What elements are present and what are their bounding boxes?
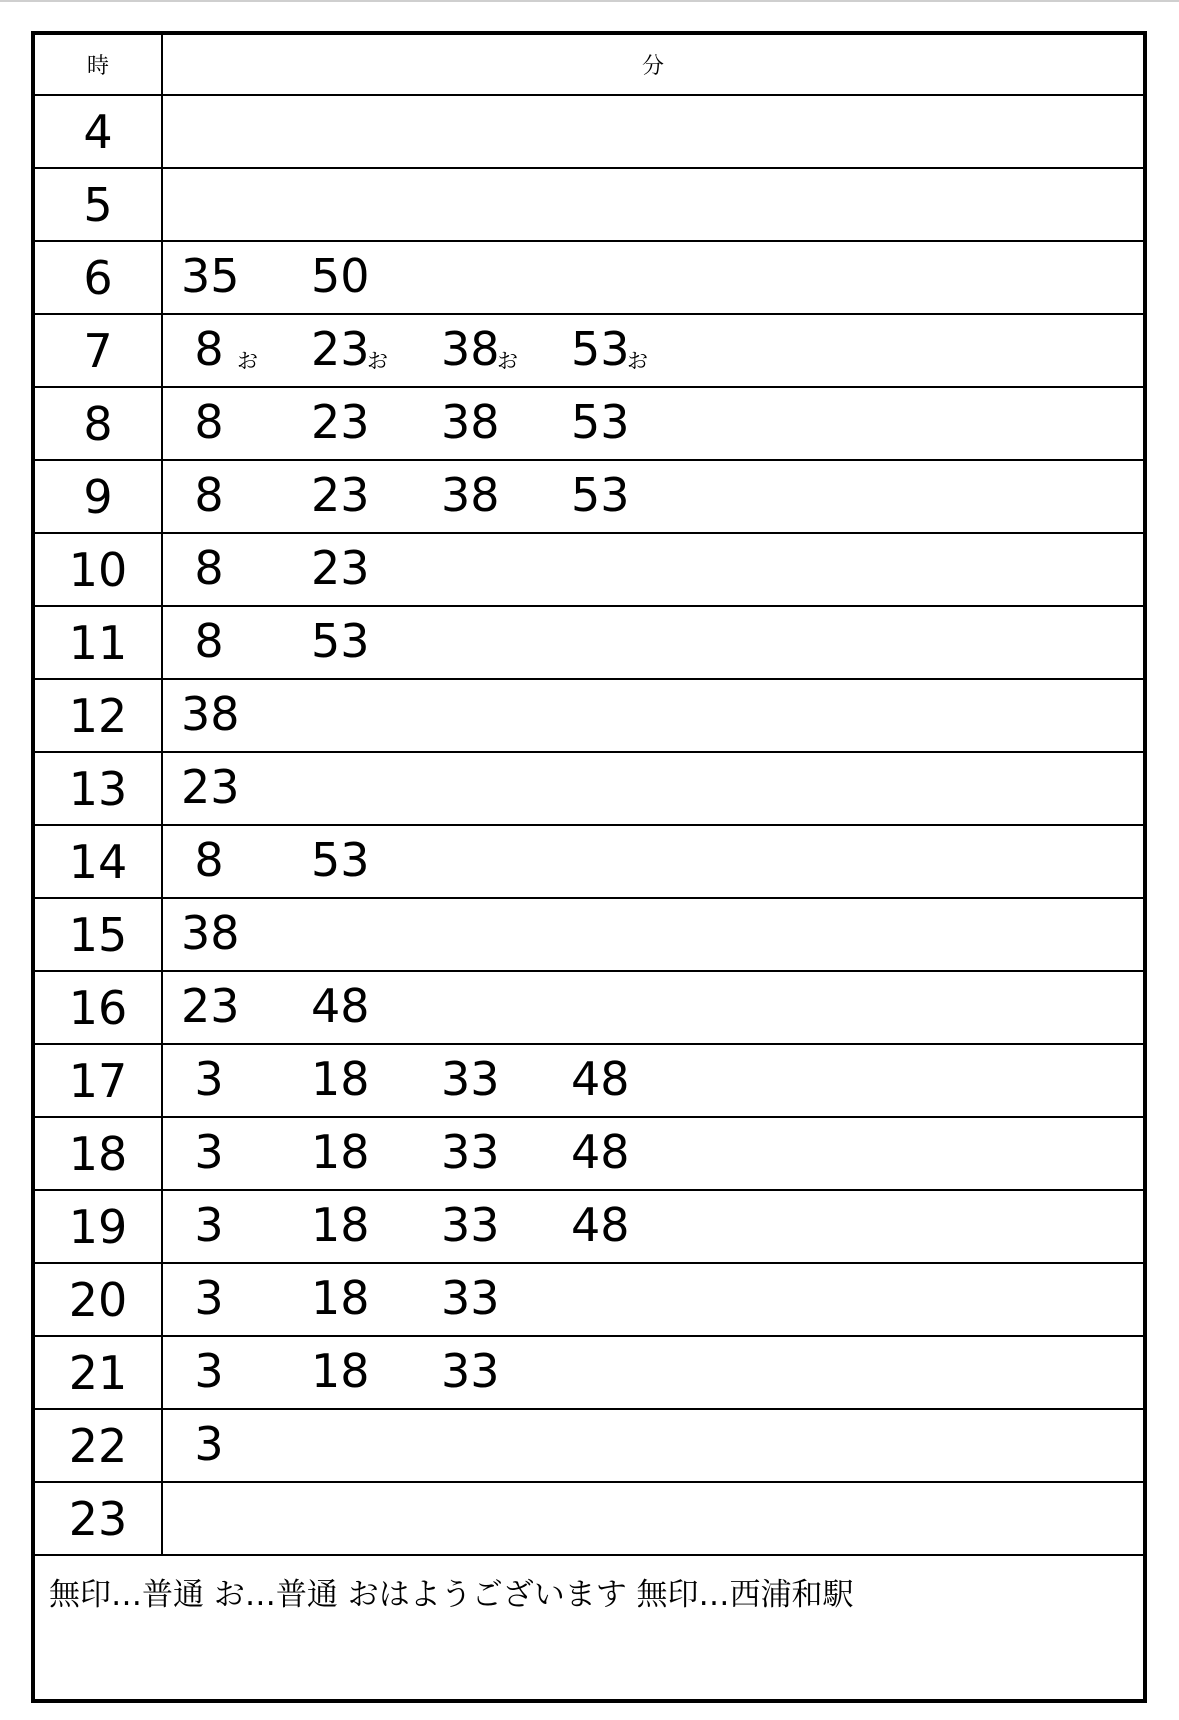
departure-entry [293, 461, 423, 532]
departure-minute: 23 [311, 468, 370, 522]
departure-entry [423, 1264, 553, 1335]
departure-minute: 35 [181, 249, 240, 303]
timetable-row [35, 96, 1143, 169]
departure-entry [293, 1118, 423, 1189]
minutes-cell [163, 534, 1143, 605]
timetable-row [35, 826, 1143, 899]
departure-entry [293, 242, 423, 313]
timetable-row [35, 680, 1143, 753]
departure-entry [163, 1337, 293, 1408]
hour-cell: 10 [35, 534, 163, 605]
timetable-row [35, 1191, 1143, 1264]
hour-cell: 7 [35, 315, 163, 386]
hour-cell: 5 [35, 169, 163, 240]
departure-minute: 8 [194, 468, 224, 522]
departure-entry [423, 1337, 553, 1408]
departure-entry [163, 1410, 293, 1481]
departure-minute: 18 [311, 1198, 370, 1252]
departure-minute: 53 [311, 614, 370, 668]
train-type-mark: お [237, 349, 258, 373]
legend-area [35, 1557, 1143, 1700]
minutes-cell [163, 1264, 1143, 1335]
departure-minute: 3 [194, 1417, 224, 1471]
departure-minute: 18 [311, 1271, 370, 1325]
timetable-row [35, 388, 1143, 461]
departure-entry [293, 534, 423, 605]
timetable-header [35, 35, 1143, 96]
departure-minute: 8 [194, 833, 224, 887]
departure-minute: 48 [571, 1198, 630, 1252]
train-type-mark: お [497, 349, 518, 373]
departure-minute: 8 [194, 541, 224, 595]
minutes-cell [163, 607, 1143, 678]
departure-entry [163, 753, 293, 824]
departure-minute: 53 [571, 468, 630, 522]
departure-minute: 23 [311, 322, 370, 376]
minutes-cell [163, 315, 1143, 386]
departure-minute: 33 [441, 1052, 500, 1106]
departure-entry [293, 315, 423, 386]
timetable-row [35, 534, 1143, 607]
timetable-row [35, 1410, 1143, 1483]
hour-cell: 13 [35, 753, 163, 824]
timetable-row [35, 972, 1143, 1045]
departure-entry [163, 315, 293, 386]
departure-minute: 18 [311, 1125, 370, 1179]
minutes-cell [163, 388, 1143, 459]
departure-minute: 3 [194, 1052, 224, 1106]
hour-column-header: 時 [35, 35, 163, 94]
timetable-row [35, 1118, 1143, 1191]
departure-entry [163, 242, 293, 313]
timetable-row [35, 315, 1143, 388]
departure-minute: 50 [311, 249, 370, 303]
train-type-mark: お [627, 349, 648, 373]
departure-minute: 18 [311, 1344, 370, 1398]
departure-minute: 3 [194, 1125, 224, 1179]
hour-cell: 12 [35, 680, 163, 751]
minutes-cell [163, 1045, 1143, 1116]
minutes-cell [163, 680, 1143, 751]
departure-minute: 53 [571, 322, 630, 376]
departure-entry [163, 1045, 293, 1116]
timetable-row [35, 1045, 1143, 1118]
departure-minute: 8 [194, 614, 224, 668]
departure-minute: 3 [194, 1344, 224, 1398]
departure-minute: 48 [311, 979, 370, 1033]
departure-minute: 8 [194, 322, 224, 376]
departure-minute: 38 [181, 906, 240, 960]
timetable [31, 31, 1147, 1703]
minutes-cell [163, 972, 1143, 1043]
timetable-row [35, 1483, 1143, 1556]
departure-entry [163, 1191, 293, 1262]
departure-entry [553, 388, 683, 459]
departure-entry [423, 1118, 553, 1189]
departure-entry [553, 315, 683, 386]
departure-minute: 53 [571, 395, 630, 449]
departure-minute: 33 [441, 1125, 500, 1179]
hour-cell: 4 [35, 96, 163, 167]
hour-cell: 16 [35, 972, 163, 1043]
departure-entry [553, 461, 683, 532]
departure-minute: 38 [441, 468, 500, 522]
departure-entry [423, 388, 553, 459]
minutes-cell [163, 1410, 1143, 1481]
departure-entry [423, 1045, 553, 1116]
departure-entry [163, 899, 293, 970]
departure-minute: 38 [441, 395, 500, 449]
departure-minute: 48 [571, 1052, 630, 1106]
timetable-row [35, 169, 1143, 242]
departure-minute: 38 [441, 322, 500, 376]
departure-entry [163, 607, 293, 678]
departure-minute: 23 [311, 395, 370, 449]
legend-text: 無印…普通 お…普通 おはようございます 無印…西浦和駅 [49, 1577, 854, 1613]
minutes-cell [163, 1118, 1143, 1189]
minutes-cell [163, 1337, 1143, 1408]
departure-minute: 18 [311, 1052, 370, 1106]
top-divider [0, 0, 1179, 2]
minutes-cell [163, 1191, 1143, 1262]
hour-cell: 20 [35, 1264, 163, 1335]
hour-cell: 17 [35, 1045, 163, 1116]
departure-minute: 53 [311, 833, 370, 887]
departure-minute: 48 [571, 1125, 630, 1179]
hour-cell: 6 [35, 242, 163, 313]
departure-minute: 23 [181, 760, 240, 814]
departure-entry [163, 972, 293, 1043]
departure-entry [293, 1264, 423, 1335]
departure-minute: 33 [441, 1198, 500, 1252]
timetable-row [35, 1264, 1143, 1337]
departure-entry [163, 534, 293, 605]
timetable-row [35, 899, 1143, 972]
departure-entry [163, 1264, 293, 1335]
departure-entry [163, 461, 293, 532]
departure-entry [423, 315, 553, 386]
train-type-mark: お [367, 349, 388, 373]
departure-entry [423, 1191, 553, 1262]
minutes-cell [163, 753, 1143, 824]
minutes-cell [163, 1483, 1143, 1554]
timetable-row [35, 753, 1143, 826]
departure-minute: 33 [441, 1271, 500, 1325]
hour-cell: 8 [35, 388, 163, 459]
hour-cell: 22 [35, 1410, 163, 1481]
hour-cell: 18 [35, 1118, 163, 1189]
departure-entry [293, 826, 423, 897]
timetable-row [35, 1337, 1143, 1410]
departure-entry [553, 1045, 683, 1116]
departure-entry [553, 1191, 683, 1262]
departure-minute: 38 [181, 687, 240, 741]
departure-entry [293, 607, 423, 678]
hour-cell: 19 [35, 1191, 163, 1262]
hour-cell: 11 [35, 607, 163, 678]
departure-minute: 8 [194, 395, 224, 449]
hour-cell: 21 [35, 1337, 163, 1408]
departure-entry [293, 1045, 423, 1116]
minutes-cell [163, 169, 1143, 240]
minutes-cell [163, 899, 1143, 970]
departure-minute: 23 [181, 979, 240, 1033]
departure-entry [293, 388, 423, 459]
minutes-cell [163, 461, 1143, 532]
hour-cell: 14 [35, 826, 163, 897]
departure-entry [293, 1191, 423, 1262]
timetable-row [35, 242, 1143, 315]
departure-entry [163, 680, 293, 751]
timetable-row [35, 461, 1143, 534]
hour-cell: 23 [35, 1483, 163, 1554]
minutes-cell [163, 96, 1143, 167]
departure-minute: 23 [311, 541, 370, 595]
departure-entry [163, 1118, 293, 1189]
minute-column-header: 分 [641, 54, 664, 79]
hour-cell: 15 [35, 899, 163, 970]
departure-minute: 3 [194, 1198, 224, 1252]
departure-entry [163, 826, 293, 897]
departure-minute: 33 [441, 1344, 500, 1398]
departure-entry [293, 972, 423, 1043]
minutes-cell [163, 826, 1143, 897]
departure-minute: 3 [194, 1271, 224, 1325]
minutes-cell [163, 242, 1143, 313]
timetable-row [35, 607, 1143, 680]
departure-entry [553, 1118, 683, 1189]
hour-cell: 9 [35, 461, 163, 532]
departure-entry [163, 388, 293, 459]
timetable-rows [35, 96, 1143, 1556]
departure-entry [423, 461, 553, 532]
departure-entry [293, 1337, 423, 1408]
